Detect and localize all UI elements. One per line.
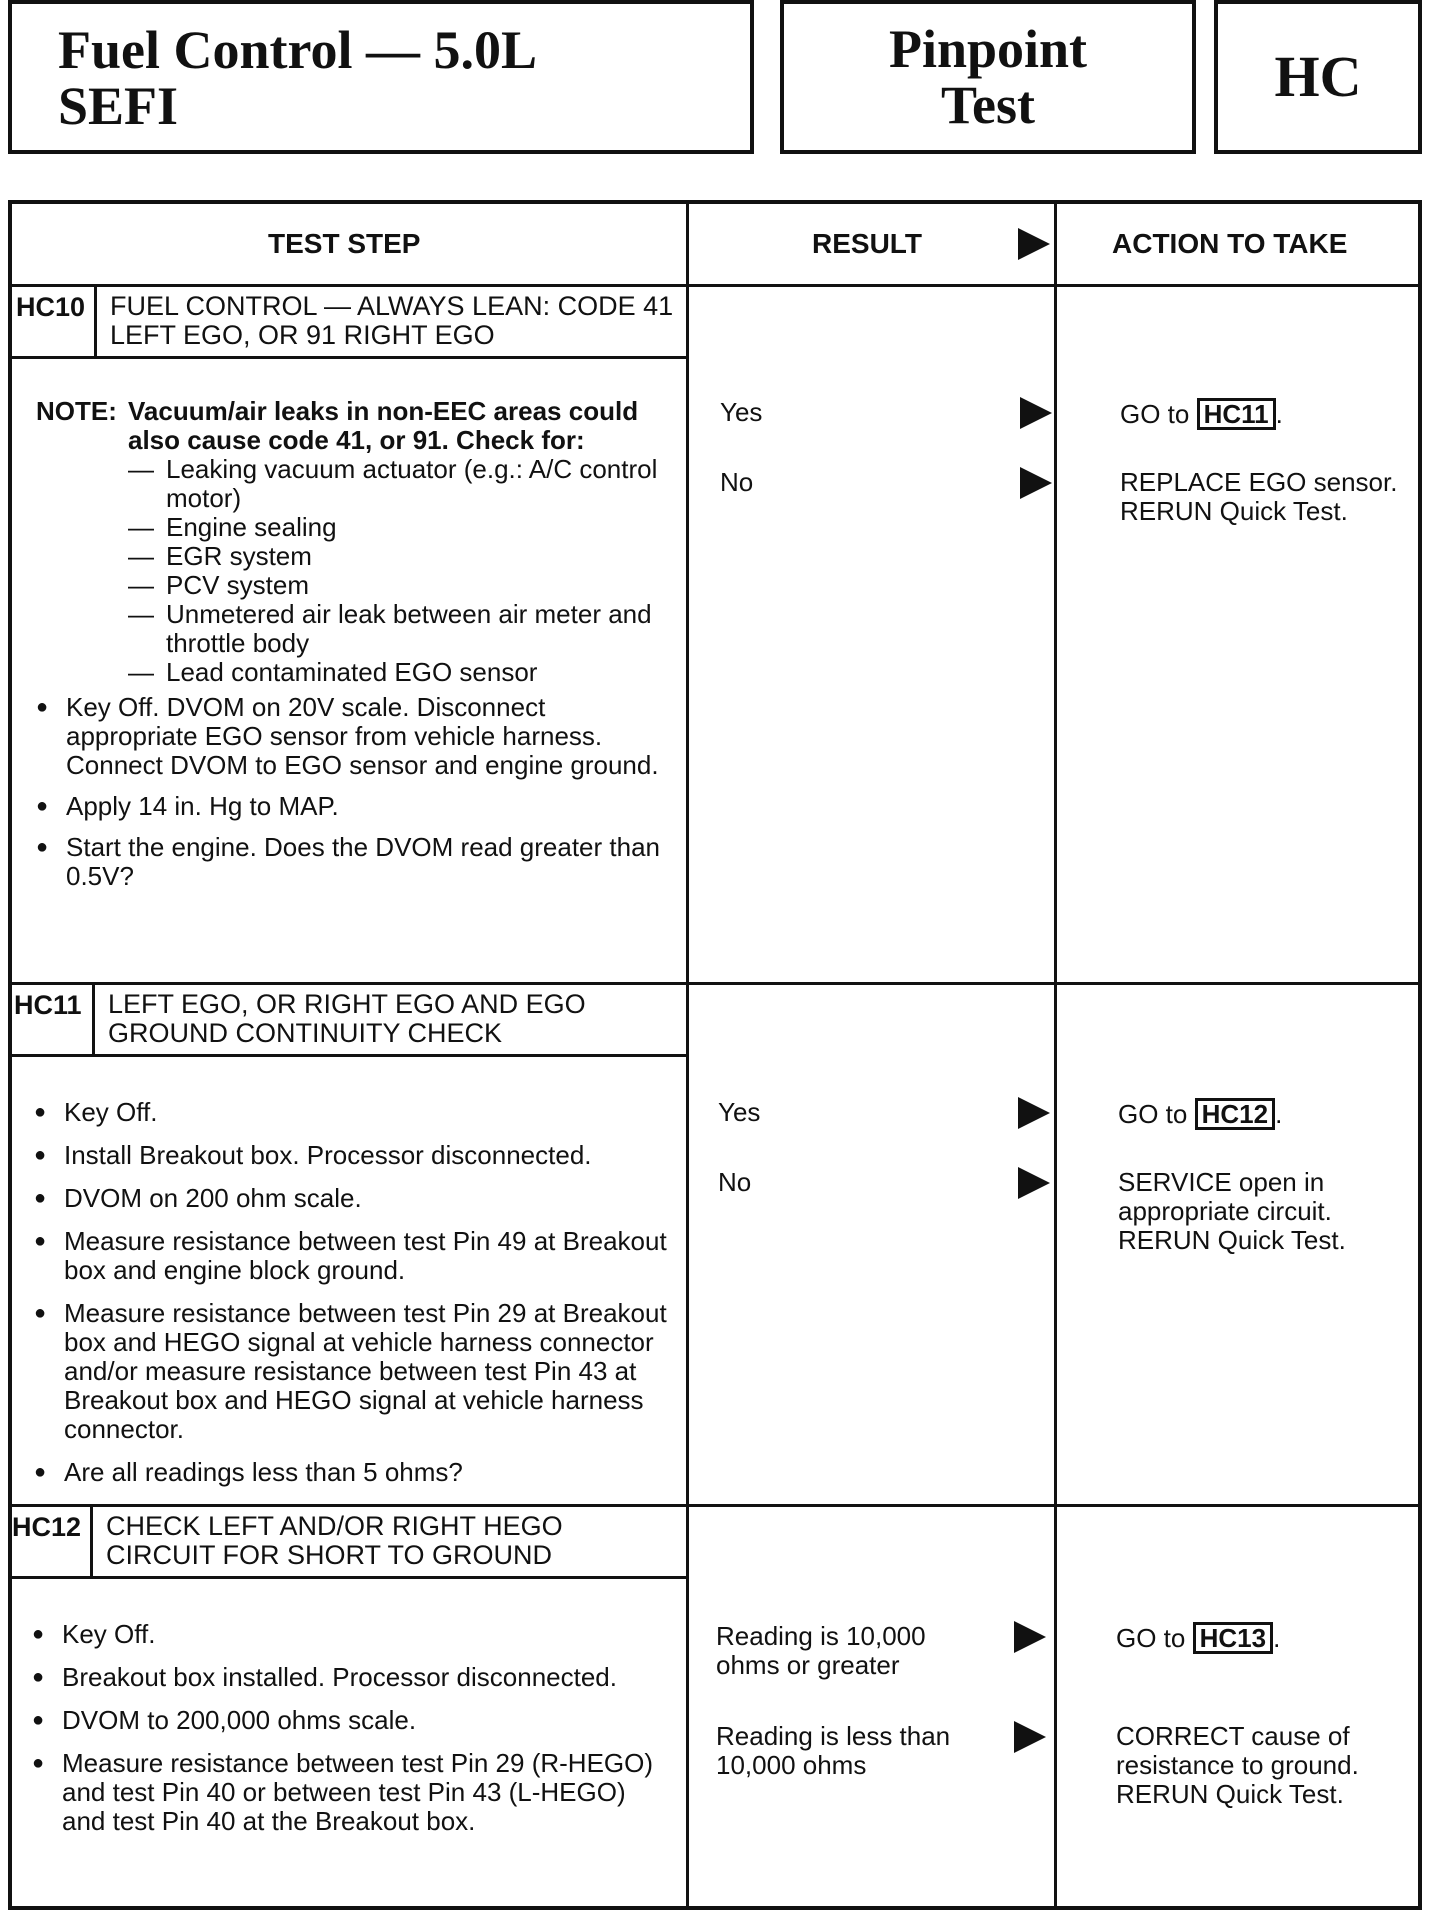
- list-item: — EGR system: [128, 542, 676, 571]
- hc12-action-low: CORRECT cause of resistance to ground. RERUN Quick Test.: [1116, 1721, 1359, 1809]
- hc11-result-yes: Yes: [718, 1097, 761, 1127]
- hc11-action-yes-text: GO to: [1118, 1099, 1188, 1129]
- table-top-border: [8, 200, 1422, 204]
- list-item: ● Are all readings less than 5 ohms?: [34, 1458, 674, 1487]
- test-type-line2: Test: [940, 75, 1036, 135]
- list-item: ● Key Off.: [32, 1620, 676, 1649]
- column-header-action: ACTION TO TAKE: [1112, 228, 1348, 259]
- list-item: ● Key Off.: [34, 1098, 674, 1127]
- hc12-step-id: HC12: [12, 1512, 82, 1542]
- hc10-action-yes-text: GO to: [1120, 399, 1190, 429]
- hc12-action-high: GO to HC13 .: [1116, 1623, 1281, 1653]
- hc11-step-body: [34, 1098, 674, 1487]
- list-item: ● Measure resistance between test Pin 29 (R-HEGO) and test Pin 40 or between test Pin 43 (L-HEGO) and test Pin 40 at the Breakout box.: [32, 1749, 676, 1836]
- hc10-id-divider: [94, 286, 97, 358]
- column-header-result: RESULT: [812, 228, 922, 259]
- hc12-goto-ref: HC13: [1193, 1622, 1273, 1654]
- arrow-right-icon: [1018, 1097, 1050, 1129]
- list-item: ● DVOM to 200,000 ohms scale.: [32, 1706, 676, 1735]
- header-row-divider: [8, 284, 1422, 287]
- hc12-result-high: Reading is 10,000 ohms or greater: [716, 1621, 926, 1680]
- hc11-action-yes: GO to HC12 .: [1118, 1099, 1283, 1129]
- arrow-right-icon: [1020, 467, 1052, 499]
- list-item: — Leaking vacuum actuator (e.g.: A/C control motor): [128, 455, 676, 513]
- hc10-note-label: NOTE:: [36, 396, 117, 426]
- list-item: ● Measure resistance between test Pin 29 at Breakout box and HEGO signal at vehicle harness connector and/or measure resistance between test Pin 43 at Breakout box and HEGO signal at vehicle harness connector.: [34, 1299, 674, 1444]
- list-item: — PCV system: [128, 571, 676, 600]
- row-divider-hc12: [8, 1504, 1422, 1507]
- hc12-title-underline: [8, 1576, 688, 1579]
- hc11-title-underline: [8, 1054, 688, 1057]
- arrow-right-icon: [1018, 1167, 1050, 1199]
- test-code-box: [1214, 0, 1422, 154]
- table-right-border: [1418, 200, 1422, 1910]
- list-item: ● Breakout box installed. Processor disconnected.: [32, 1663, 676, 1692]
- hc11-id-divider: [92, 984, 95, 1056]
- list-item: ● Key Off. DVOM on 20V scale. Disconnect appropriate EGO sensor from vehicle harness. Connect DVOM to EGO sensor and engine ground.: [36, 693, 676, 780]
- test-type-line1: Pinpoint: [888, 19, 1088, 79]
- list-item: ● Measure resistance between test Pin 49 at Breakout box and engine block ground.: [34, 1227, 674, 1285]
- hc11-step-title: LEFT EGO, OR RIGHT EGO AND EGO GROUND CONTINUITY CHECK: [108, 989, 586, 1048]
- hc11-step-id: HC11: [14, 990, 82, 1020]
- hc10-action-no: REPLACE EGO sensor. RERUN Quick Test.: [1120, 467, 1398, 526]
- list-item: — Engine sealing: [128, 513, 676, 542]
- procedure-title-box: [8, 0, 754, 154]
- hc10-step-body: [36, 397, 676, 891]
- arrow-right-icon: [1020, 397, 1052, 429]
- hc11-result-no: No: [718, 1167, 752, 1197]
- hc12-result-low: Reading is less than 10,000 ohms: [716, 1721, 951, 1780]
- arrow-right-icon: [1018, 228, 1050, 260]
- hc10-result-no: No: [720, 467, 754, 497]
- arrow-right-icon: [1014, 1621, 1046, 1653]
- hc10-step-id: HC10: [16, 292, 86, 322]
- hc10-note-dash-list: [36, 455, 676, 687]
- arrow-right-icon: [1014, 1721, 1046, 1753]
- list-item: — Lead contaminated EGO sensor: [128, 658, 676, 687]
- hc10-step-title: FUEL CONTROL — ALWAYS LEAN: CODE 41 LEFT EGO, OR 91 RIGHT EGO: [110, 291, 674, 350]
- column-divider-2: [1054, 200, 1057, 1910]
- procedure-title-line1: Fuel Control — 5.0L: [58, 20, 538, 80]
- hc10-title-underline: [8, 356, 688, 359]
- procedure-title-line2: SEFI: [58, 76, 179, 136]
- hc12-step-title: CHECK LEFT AND/OR RIGHT HEGO CIRCUIT FOR SHORT TO GROUND: [106, 1511, 563, 1570]
- list-item: ● Apply 14 in. Hg to MAP.: [36, 792, 676, 821]
- hc12-step-body: [32, 1620, 676, 1836]
- list-item: ● Install Breakout box. Processor disconnected.: [34, 1141, 674, 1170]
- hc10-goto-ref: HC11: [1197, 398, 1276, 430]
- test-type-box: [780, 0, 1196, 154]
- hc12-action-high-text: GO to: [1116, 1623, 1186, 1653]
- hc10-note-text: Vacuum/air leaks in non-EEC areas could also cause code 41, or 91. Check for:: [128, 396, 639, 455]
- hc11-goto-ref: HC12: [1195, 1098, 1275, 1130]
- hc10-action-yes: GO to HC11 .: [1120, 399, 1283, 429]
- hc10-result-yes: Yes: [720, 397, 763, 427]
- test-code: HC: [1274, 44, 1362, 109]
- table-bottom-border: [8, 1906, 1422, 1910]
- hc12-id-divider: [90, 1506, 93, 1578]
- column-header-test-step: TEST STEP: [268, 228, 421, 259]
- list-item: ● DVOM on 200 ohm scale.: [34, 1184, 674, 1213]
- hc11-action-no: SERVICE open in appropriate circuit. RERUN Quick Test.: [1118, 1167, 1346, 1255]
- hc10-note: [36, 397, 676, 455]
- list-item: — Unmetered air leak between air meter and throttle body: [128, 600, 676, 658]
- row-divider-hc11: [8, 982, 1422, 985]
- list-item: ● Start the engine. Does the DVOM read greater than 0.5V?: [36, 833, 676, 891]
